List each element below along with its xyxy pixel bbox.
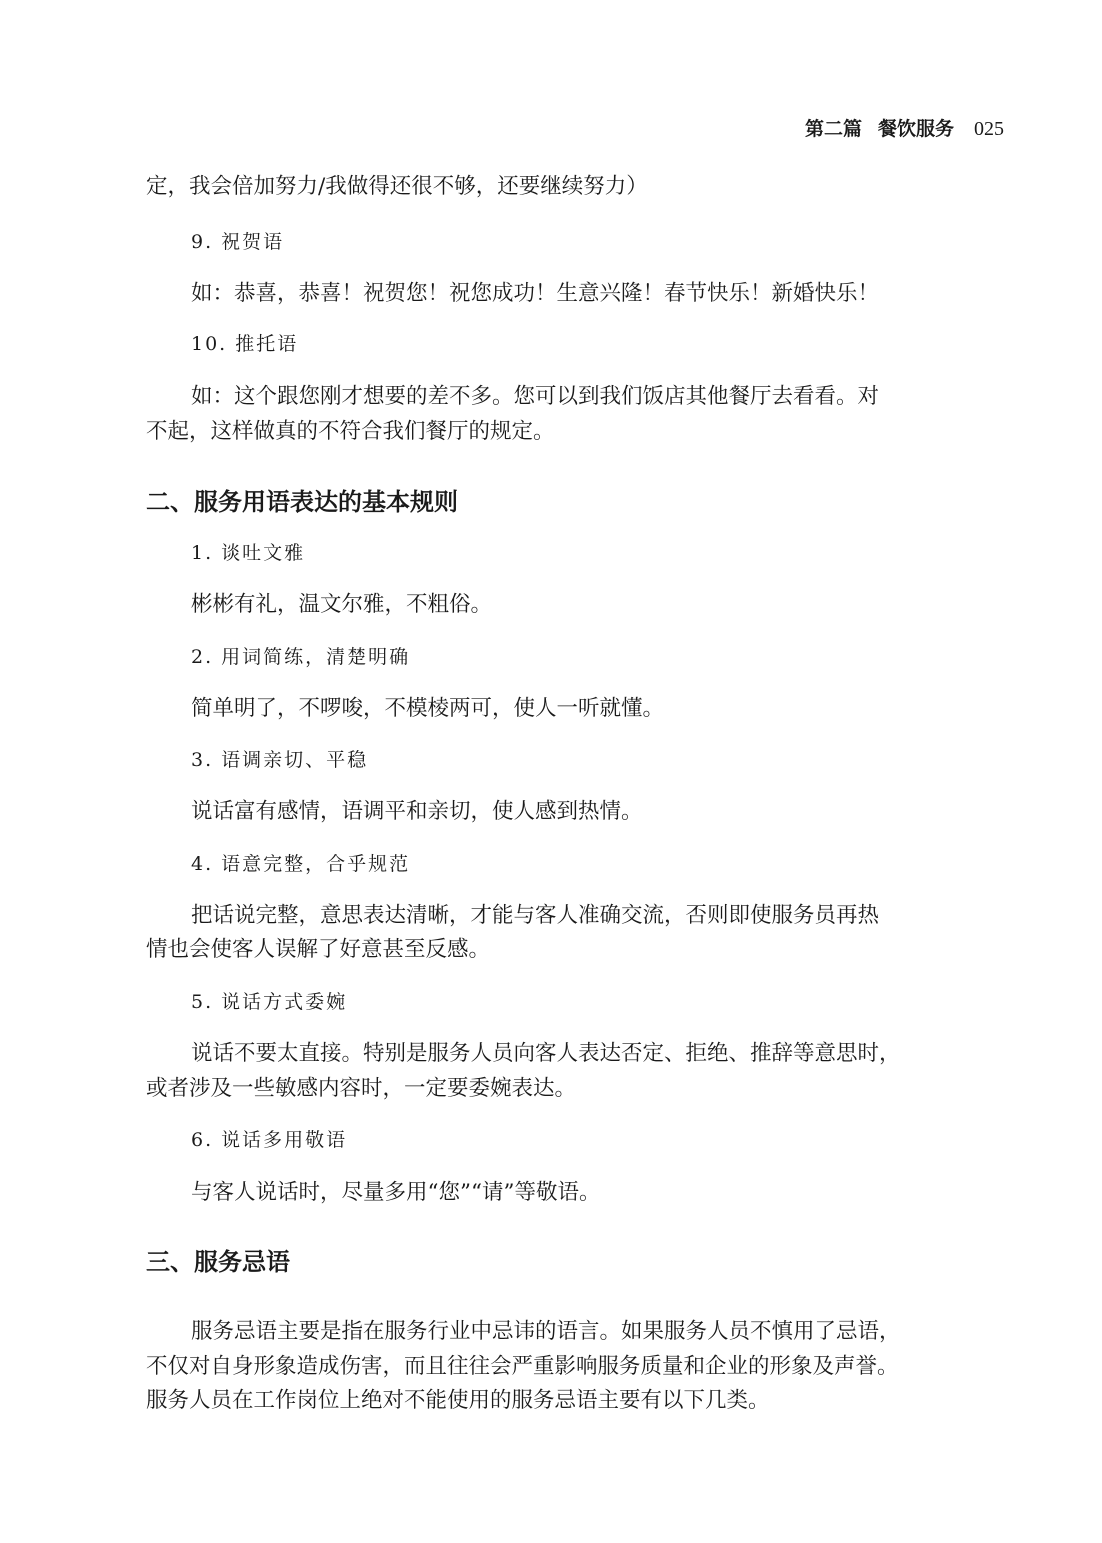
paragraph-line: 不仅对自身形象造成伤害，而且往往会严重影响服务质量和企业的形象及声誉。	[146, 1354, 899, 1379]
item-text: 把话说完整，意思表达清晰，才能与客人准确交流，否则即使服务员再热	[191, 903, 880, 928]
item-title: 10. 推托语	[191, 333, 299, 355]
item-text: 如：这个跟您刚才想要的差不多。您可以到我们饭店其他餐厅去看看。对	[191, 384, 880, 409]
item-text: 情也会使客人误解了好意甚至反感。	[146, 937, 491, 962]
item-text: 说话不要太直接。特别是服务人员向客人表达否定、拒绝、推辞等意思时，	[191, 1041, 901, 1066]
page-number: 025	[974, 118, 1004, 140]
section-heading: 三、服务忌语	[146, 1248, 290, 1276]
item-title: 2. 用词简练，清楚明确	[191, 646, 411, 668]
paragraph-line: 服务忌语主要是指在服务行业中忌讳的语言。如果服务人员不慎用了忌语，	[191, 1319, 901, 1344]
part-title: 第二篇	[804, 118, 862, 140]
item-text: 不起，这样做真的不符合我们餐厅的规定。	[146, 419, 555, 444]
item-title: 3. 语调亲切、平稳	[191, 749, 369, 771]
item-text: 简单明了，不啰唆，不模棱两可，使人一听就懂。	[191, 696, 665, 721]
continuation-line: 定，我会倍加努力/我做得还很不够，还要继续努力）	[146, 174, 648, 199]
running-header	[805, 116, 1004, 142]
item-text: 与客人说话时，尽量多用“您”“请”等敬语。	[191, 1180, 601, 1205]
item-title: 5. 说话方式委婉	[191, 991, 348, 1013]
item-title: 6. 说话多用敬语	[191, 1129, 348, 1151]
item-title: 4. 语意完整，合乎规范	[191, 853, 411, 875]
paragraph-line: 服务人员在工作岗位上绝对不能使用的服务忌语主要有以下几类。	[146, 1388, 770, 1413]
item-text: 说话富有感情，语调平和亲切，使人感到热情。	[191, 799, 643, 824]
item-text: 彬彬有礼，温文尔雅，不粗俗。	[191, 592, 493, 617]
item-text: 如：恭喜，恭喜！祝贺您！祝您成功！生意兴隆！春节快乐！新婚快乐！	[191, 281, 880, 306]
chapter-title: 餐饮服务	[877, 118, 954, 140]
item-text: 或者涉及一些敏感内容时，一定要委婉表达。	[146, 1076, 577, 1101]
item-title: 1. 谈吐文雅	[191, 542, 306, 564]
item-title: 9. 祝贺语	[191, 231, 285, 253]
section-heading: 二、服务用语表达的基本规则	[146, 488, 458, 516]
